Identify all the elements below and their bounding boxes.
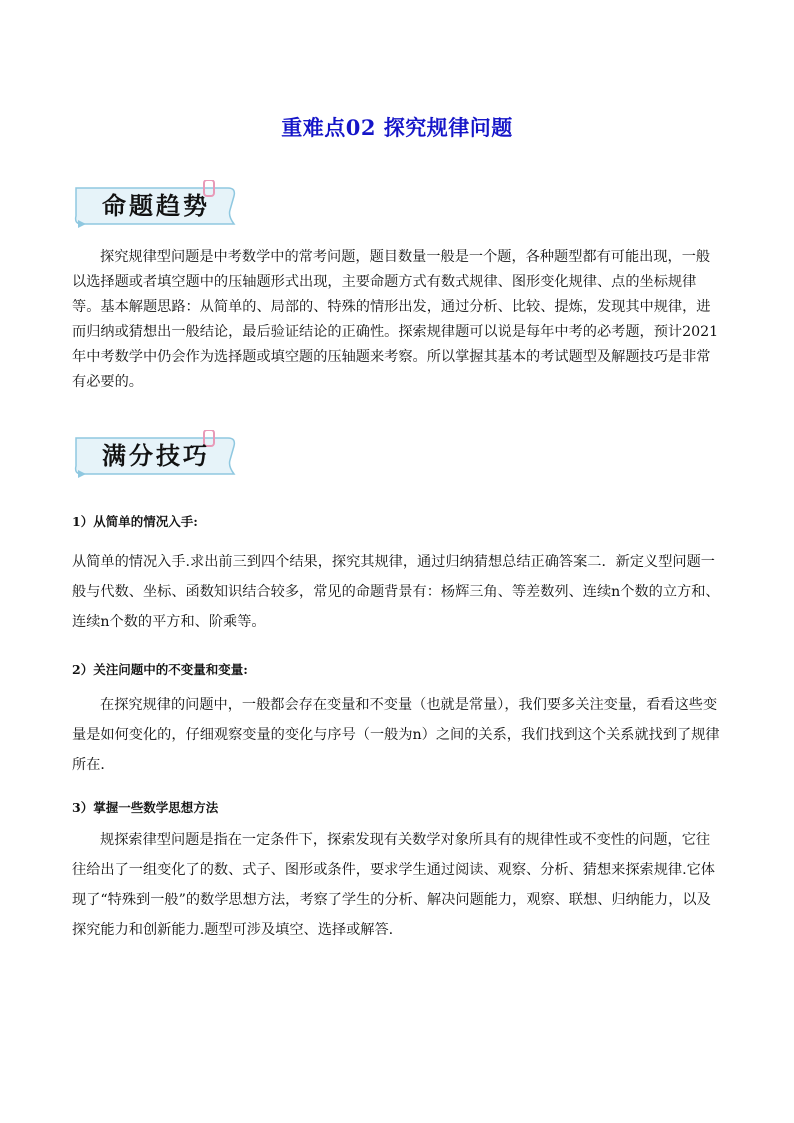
page-title: 重难点02 探究规律问题: [281, 115, 513, 140]
tip-heading-3: 3）掌握一些数学思想方法: [72, 800, 219, 815]
banner-label: 命题趋势: [102, 191, 210, 220]
section-banner-trend: [72, 180, 240, 232]
tip-text-1: 从简单的情况入手.求出前三到四个结果，探究其规律，通过归纳猜想总结正确答案二．新定义型问题一般与代数、坐标、函数知识结合较多，常见的命题背景有：杨辉三角、等差数列、连续n个数的立方和、连续n个数的平方和、阶乘等。: [72, 554, 720, 630]
tip-text-2: 在探究规律的问题中，一般都会存在变量和不变量（也就是常量），我们要多关注变量，看看这些变量是如何变化的，仔细观察变量的变化与序号（一般为n）之间的关系，我们找到这个关系就找到了规律所在．: [72, 697, 720, 773]
trend-paragraph: 探究规律型问题是中考数学中的常考问题，题目数量一般是一个题，各种题型都有可能出现，一般以选择题或者填空题中的压轴题形式出现，主要命题方式有数式规律、图形变化规律、点的坐标规律等。基本解题思路：从简单的、局部的、特殊的情形出发，通过分析、比较、提炼，发现其中规律，进而归纳或猜想出一般结论，最后验证结论的正确性。探索规律题可以说是每年中考的必考题，预计2021年中考数学中仍会作为选择题或填空题的压轴题来考察。所以掌握其基本的考试题型及解题技巧是非常有必要的。: [72, 249, 719, 390]
tip-text-3: 规探索律型问题是指在一定条件下，探索发现有关数学对象所具有的规律性或不变性的问题，它往往给出了一组变化了的数、式子、图形或条件，要求学生通过阅读、观察、分析、猜想来探索规律.它体现了“特殊到一般”的数学思想方法，考察了学生的分析、解决问题能力，观察、联想、归纳能力，以及探究能力和创新能力.题型可涉及填空、选择或解答.: [72, 832, 715, 938]
section-banner-tips: [72, 430, 240, 482]
tip-heading-1: 1）从简单的情况入手:: [72, 514, 198, 529]
banner-label: 满分技巧: [102, 441, 210, 470]
tip-heading-2: 2）关注问题中的不变量和变量:: [72, 662, 248, 677]
